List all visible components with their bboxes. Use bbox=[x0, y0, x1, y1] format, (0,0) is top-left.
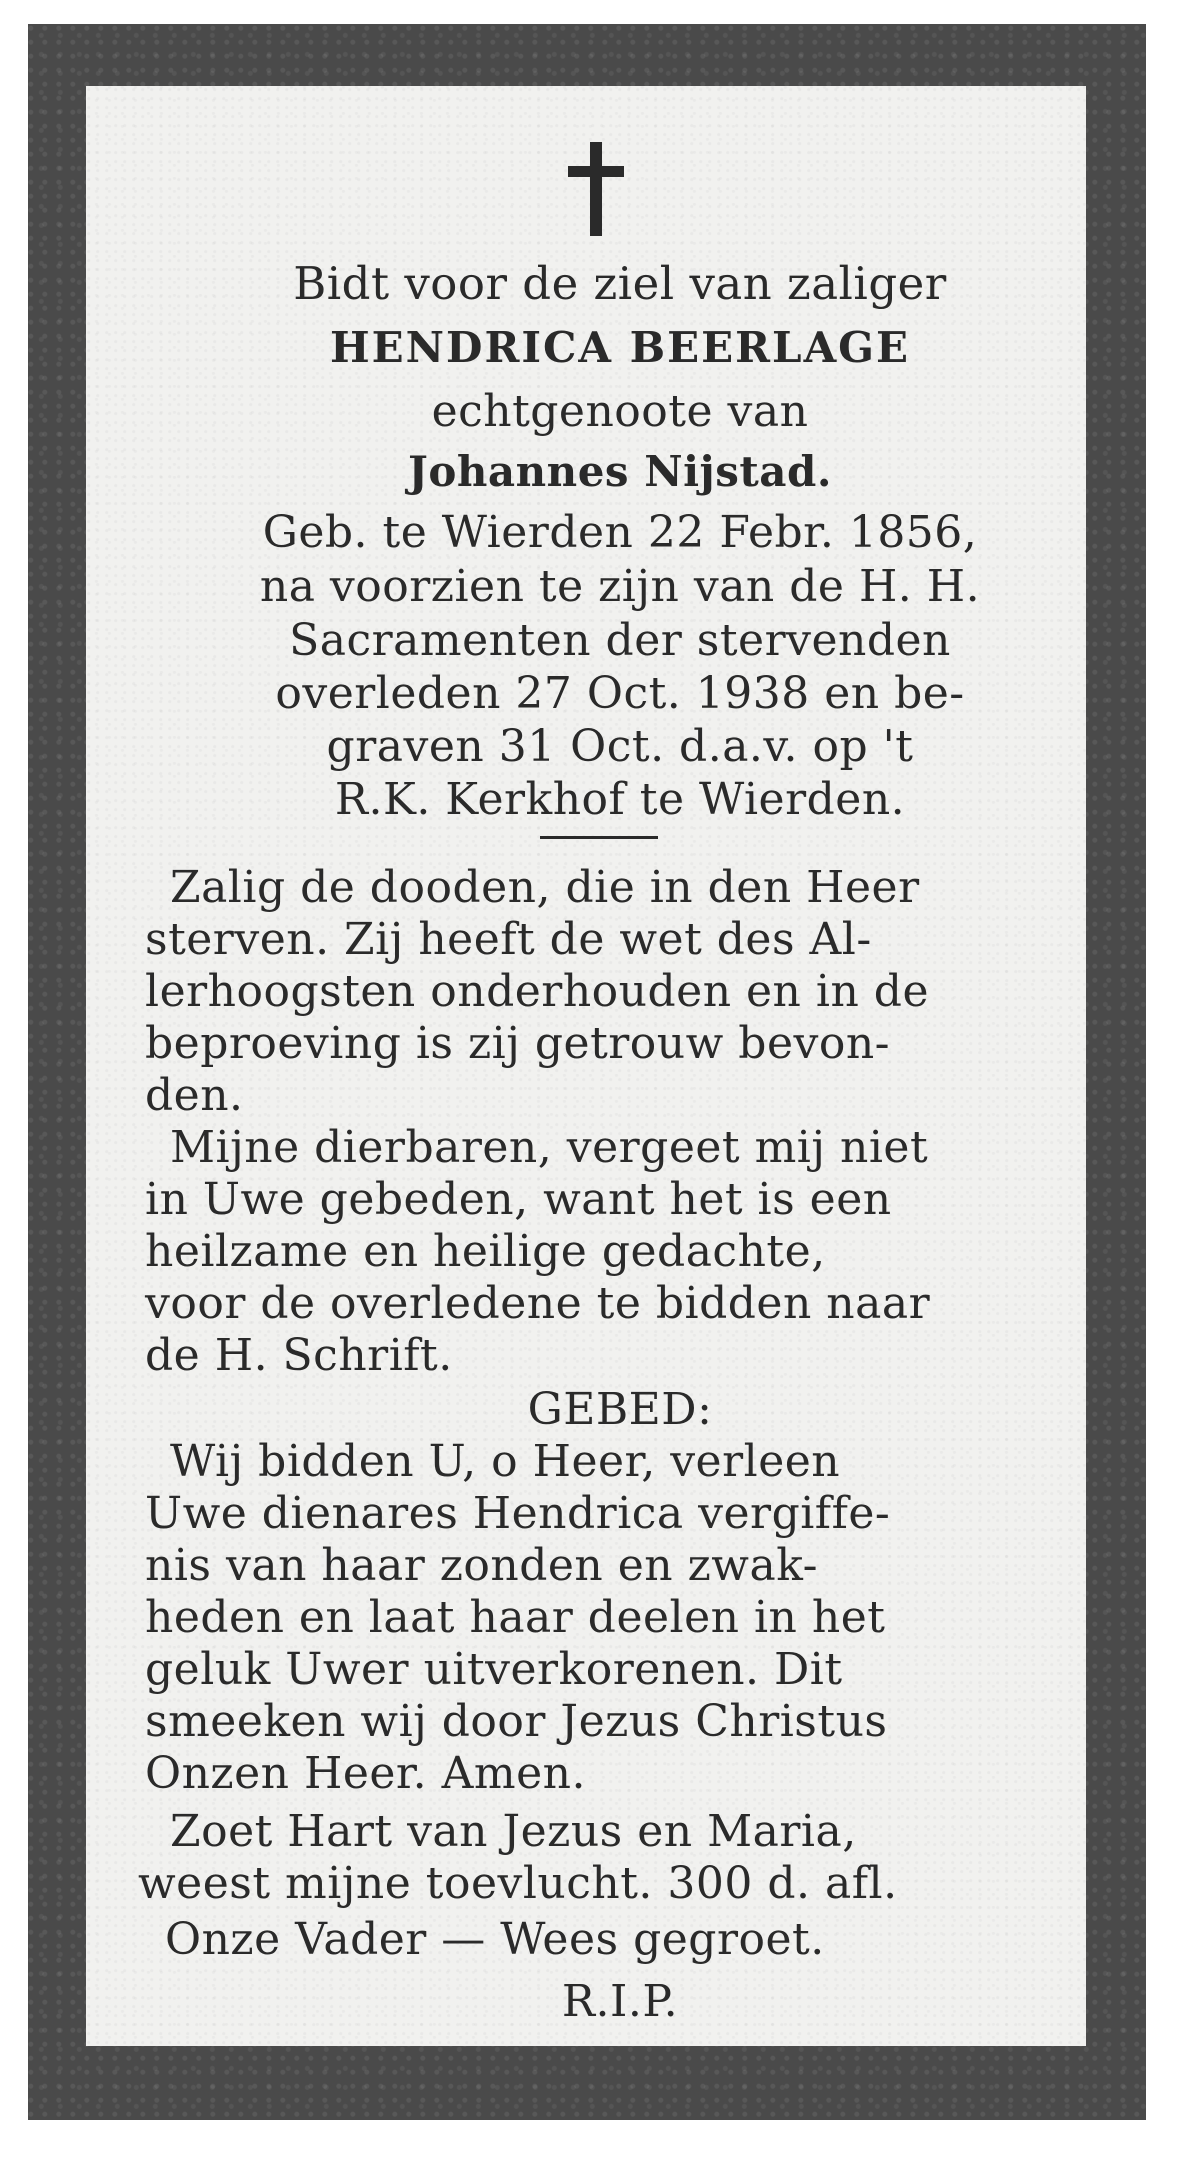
deceased-name: HENDRICA BEERLAGE bbox=[329, 323, 911, 372]
prayer-line: heden en laat haar deelen in het bbox=[145, 1592, 886, 1643]
indulgence-line: Zoet Hart van Jezus en Maria, bbox=[170, 1806, 857, 1857]
spouse-name: Johannes Nijstad. bbox=[408, 447, 832, 496]
bio-line: overleden 27 Oct. 1938 en be- bbox=[275, 668, 965, 719]
bio-line: graven 31 Oct. d.a.v. op 't bbox=[326, 721, 914, 772]
verse-line: Mijne dierbaren, vergeet mij niet bbox=[170, 1122, 929, 1173]
verse-line: Zalig de dooden, die in den Heer bbox=[170, 862, 920, 913]
indulgence-line: weest mijne toevlucht. 300 d. afl. bbox=[138, 1858, 898, 1909]
bio-line: na voorzien te zijn van de H. H. bbox=[259, 561, 981, 612]
prayer-line: smeeken wij door Jezus Christus bbox=[145, 1696, 888, 1747]
closing-line: Onze Vader — Wees gegroet. bbox=[165, 1914, 825, 1965]
relation-line: echtgenoote van bbox=[431, 386, 809, 437]
prayer-line: geluk Uwer uitverkorenen. Dit bbox=[145, 1644, 843, 1695]
verse-line: in Uwe gebeden, want het is een bbox=[145, 1174, 892, 1225]
intro-line: Bidt voor de ziel van zaliger bbox=[293, 257, 947, 310]
verse-line: voor de overledene te bidden naar bbox=[145, 1278, 931, 1329]
prayer-title: GEBED: bbox=[527, 1384, 713, 1435]
bio-line: Sacramenten der stervenden bbox=[289, 615, 951, 666]
prayer-line: Onzen Heer. Amen. bbox=[145, 1748, 586, 1799]
prayer-line: Wij bidden U, o Heer, verleen bbox=[170, 1436, 841, 1487]
verse-line: lerhoogsten onderhouden en in de bbox=[145, 966, 929, 1017]
verse-line: de H. Schrift. bbox=[145, 1330, 453, 1381]
bio-line: R.K. Kerkhof te Wierden. bbox=[334, 774, 906, 825]
rip-text: R.I.P. bbox=[561, 1976, 679, 2027]
verse-line: beproeving is zij getrouw bevon- bbox=[145, 1018, 891, 1069]
verse-line: den. bbox=[145, 1070, 244, 1121]
prayer-line: nis van haar zonden en zwak- bbox=[145, 1540, 818, 1591]
cross-icon bbox=[568, 142, 624, 236]
prayer-line: Uwe dienares Hendrica vergiffe- bbox=[145, 1488, 891, 1539]
verse-line: sterven. Zij heeft de wet des Al- bbox=[145, 914, 872, 965]
verse-line: heilzame en heilige gedachte, bbox=[145, 1226, 826, 1277]
divider bbox=[540, 836, 658, 839]
bio-line: Geb. te Wierden 22 Febr. 1856, bbox=[262, 507, 978, 558]
